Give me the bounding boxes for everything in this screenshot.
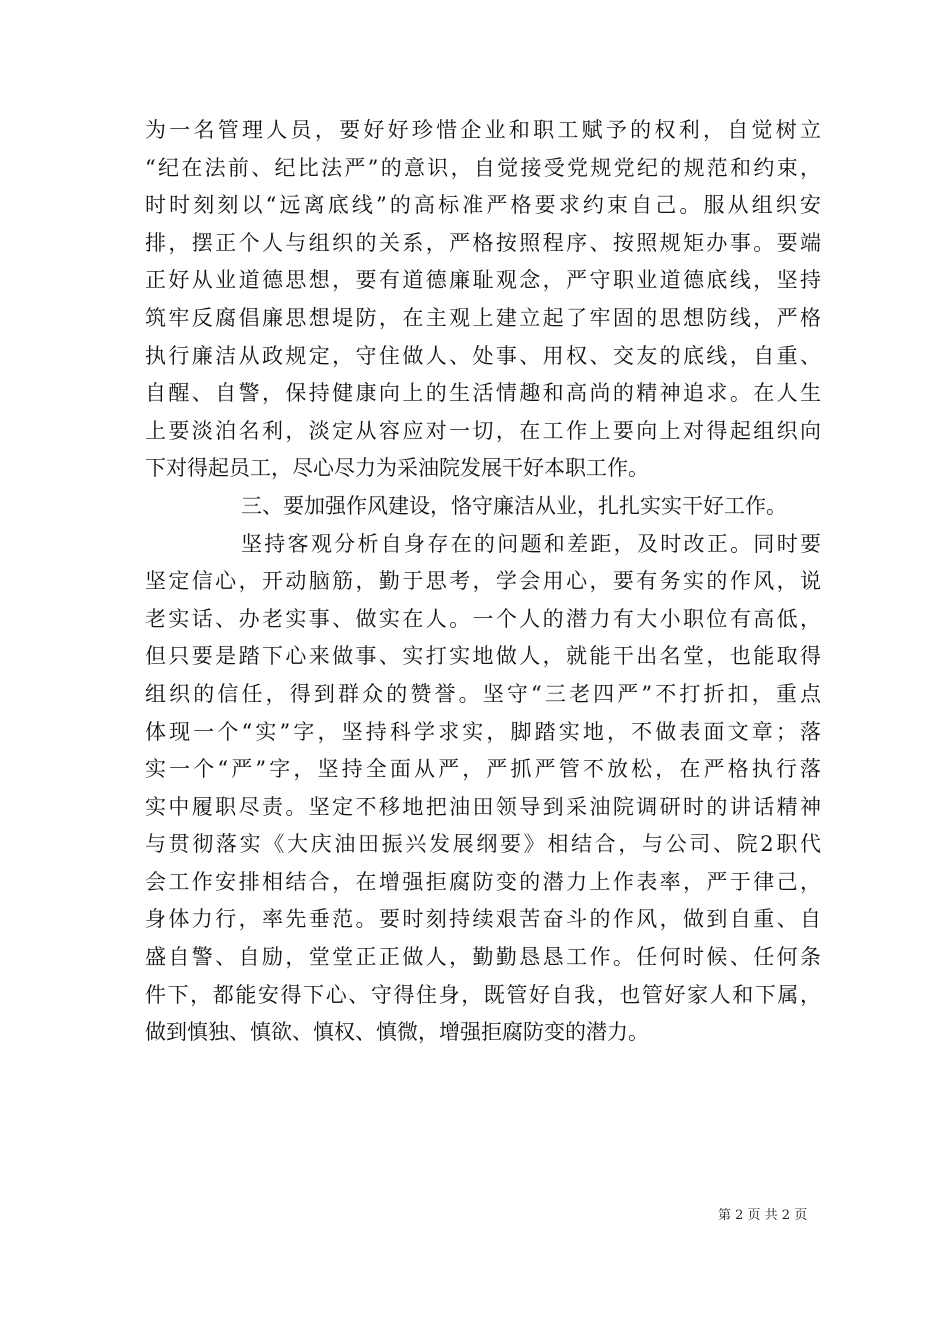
text-line: 老实话、办老实事、做实在人。一个人的潜力有大小职位有高低， [145, 606, 821, 631]
text-line: 坚定信心，开动脑筋，勤于思考，学会用心，要有务实的作风，说 [145, 569, 821, 594]
section-heading: 三、要加强作风建设，恪守廉洁从业，扎扎实实干好工作。 [241, 493, 787, 518]
text-line: 但只要是踏下心来做事、实打实地做人，就能干出名堂，也能取得 [145, 644, 821, 669]
text-line: 身体力行，率先垂范。要时刻持续艰苦奋斗的作风，做到自重、自 [145, 907, 821, 932]
text-line: 实中履职尽责。坚定不移地把油田领导到采油院调研时的讲话精神 [145, 794, 821, 819]
text-line: 筑牢反腐倡廉思想堤防，在主观上建立起了牢固的思想防线，严格 [145, 305, 821, 330]
text-line: 组织的信任，得到群众的赞誉。坚守“三老四严”不打折扣，重点 [145, 681, 821, 706]
text-line: 上要淡泊名利，淡定从容应对一切，在工作上要向上对得起组织向 [145, 418, 821, 443]
text-line: 会工作安排相结合，在增强拒腐防变的潜力上作表率，严于律己， [145, 869, 821, 894]
text-line: 盛自警、自励，堂堂正正做人，勤勤恳恳工作。任何时候、任何条 [145, 945, 821, 970]
text-line: 下对得起员工，尽心尽力为采油院发展干好本职工作。 [145, 456, 649, 481]
text-line: 体现一个“实”字，坚持科学求实，脚踏实地，不做表面文章；落 [145, 719, 821, 744]
page-number-footer: 第 2 页 共 2 页 [718, 1208, 808, 1223]
text-line: 自醒、自警，保持健康向上的生活情趣和高尚的精神追求。在人生 [145, 381, 821, 406]
text-line: “纪在法前、纪比法严”的意识，自觉接受党规党纪的规范和约束， [145, 155, 821, 180]
text-line: 正好从业道德思想，要有道德廉耻观念，严守职业道德底线，坚持 [145, 268, 821, 293]
text-line: 与贯彻落实《大庆油田振兴发展纲要》相结合，与公司、院2职代 [145, 832, 821, 857]
text-line: 时时刻刻以“远离底线”的高标准严格要求约束自己。服从组织安 [145, 193, 821, 218]
text-line: 做到慎独、慎欲、慎权、慎微，增强拒腐防变的潜力。 [145, 1020, 649, 1045]
text-line: 为一名管理人员，要好好珍惜企业和职工赋予的权利，自觉树立 [145, 118, 821, 142]
text-line: 件下，都能安得下心、守得住身，既管好自我，也管好家人和下属， [145, 982, 821, 1007]
text-line: 坚持客观分析自身存在的问题和差距，及时改正。同时要 [241, 531, 821, 556]
text-line: 实一个“严”字，坚持全面从严，严抓严管不放松，在严格执行落 [145, 757, 821, 782]
text-line: 排，摆正个人与组织的关系，严格按照程序、按照规矩办事。要端 [145, 230, 821, 255]
text-line: 执行廉洁从政规定，守住做人、处事、用权、交友的底线，自重、 [145, 343, 821, 368]
document-body [145, 112, 821, 1052]
